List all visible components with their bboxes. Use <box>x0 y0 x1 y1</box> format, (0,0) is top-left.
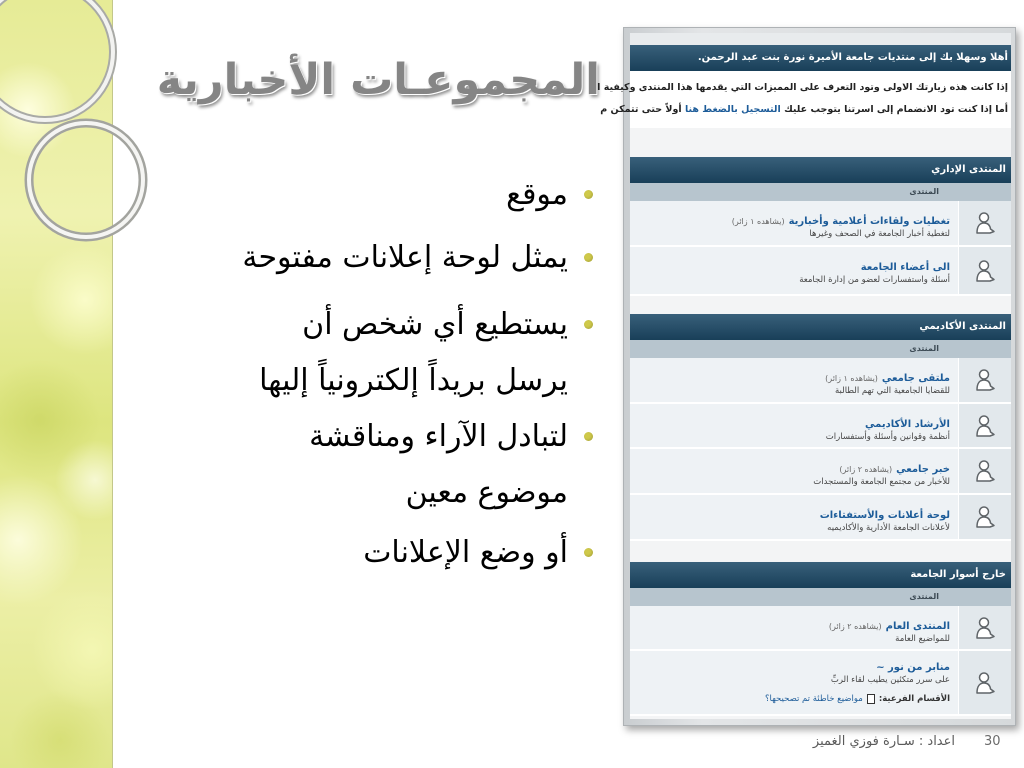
forum-row <box>630 651 1011 716</box>
decorative-ring-top <box>0 0 113 120</box>
forum-row <box>630 449 1011 495</box>
decorative-rings <box>0 0 170 260</box>
forum-icon <box>974 211 996 235</box>
forum-category-header: المنتدى الإداري <box>630 157 1011 183</box>
forum-viewers: (يشاهده ١ زائر) <box>731 217 785 226</box>
forum-title-line <box>630 616 950 631</box>
bullet-dot <box>584 320 593 329</box>
forum-welcome-header: أهلا وسهلا بك إلى منتديات جامعة الأميرة نورة بنت عبد الرحمن. <box>630 45 1011 71</box>
document-icon <box>867 694 875 704</box>
forum-title: تغطيات ولقاءات أعلامية وأخبارية <box>788 216 950 227</box>
forum-title: خبر جامعي <box>896 464 950 475</box>
bullet-item <box>242 230 568 286</box>
forum-description: لأعلانات الجامعة الأدارية والأكاديميه <box>827 523 950 533</box>
forum-icon <box>974 414 996 438</box>
forum-info <box>630 247 958 294</box>
bullet-dot <box>584 253 593 262</box>
forum-icon-cell <box>958 201 1011 245</box>
forum-info <box>630 606 958 649</box>
bullet-item <box>259 297 568 409</box>
forum-viewers: (يشاهده ٢ زائر) <box>828 622 882 631</box>
forum-viewers: (يشاهده ١ زائر) <box>825 374 878 383</box>
forum-info <box>630 651 958 714</box>
forum-spacer <box>630 296 1011 314</box>
forum-viewers: (يشاهده ٢ زائر) <box>839 465 893 474</box>
forum-description: للمواضيع العامة <box>895 634 950 644</box>
forum-row <box>630 495 1011 541</box>
forum-icon-cell <box>958 358 1011 402</box>
forum-icon-cell <box>958 247 1011 294</box>
forum-title: لوحة أعلانات والأستفتاءات <box>819 510 950 521</box>
forum-info <box>630 449 958 493</box>
bullet-text: لتبادل الآراء ومناقشة <box>309 419 568 454</box>
forum-title-line <box>630 657 950 672</box>
bullet-dot <box>584 190 593 199</box>
subforum-link: مواضيع خاطئة تم تصحيحها؟ <box>765 694 863 704</box>
forum-subforums <box>630 688 950 710</box>
forum-column-header: المنتدى <box>630 183 1011 201</box>
forum-column-header: المنتدى <box>630 340 1011 358</box>
forum-description: لتغطية أخبار الجامعة في الصحف وغيرها <box>809 229 950 239</box>
forum-icon <box>974 505 996 529</box>
forum-title-line <box>630 459 950 474</box>
forum-row <box>630 201 1011 247</box>
bullet-text: يرسل بريداً إلكترونياً إليها <box>259 363 568 398</box>
forum-title: الى أعضاء الجامعة <box>860 262 950 273</box>
forum-title: المنتدى العام <box>885 621 950 632</box>
bullet-text: موقع <box>506 177 568 212</box>
forum-icon <box>974 671 996 695</box>
bullet-text: يمثل لوحة إعلانات مفتوحة <box>242 240 568 275</box>
forum-title-line <box>630 414 950 429</box>
forum-description: على سرر متكئين يطيب لقاء الربِّ <box>830 675 950 685</box>
forum-row <box>630 247 1011 296</box>
forum-register-link: التسجيل بالضغط هنا <box>684 104 781 115</box>
bullet-dot <box>584 548 593 557</box>
forum-title: الأرشاد الأكاديمي <box>865 419 950 430</box>
forum-icon-cell <box>958 495 1011 539</box>
forum-notice-line: إذا كانت هذه زيارتك الاولى وتود التعرف على المميزات التي يقدمها هذا المنتدى وكيفية ا <box>597 82 1008 93</box>
forum-info <box>630 358 958 402</box>
page-number: 30 <box>984 734 1001 749</box>
forum-title-line <box>630 505 950 520</box>
forum-title-line <box>630 211 950 226</box>
forum-notice-line <box>600 99 1011 121</box>
bullet-item <box>363 525 568 581</box>
forum-notice-text: أولاً حتى تتمكن م <box>600 104 682 115</box>
bullet-text: أو وضع الإعلانات <box>363 535 568 570</box>
forum-info <box>630 495 958 539</box>
forum-icon-cell <box>958 651 1011 714</box>
subforums-label: الأقسام الفرعية: <box>878 694 950 704</box>
forum-info <box>630 201 958 245</box>
footer-author: اعداد : سـارة فوزي الغميز <box>812 734 955 749</box>
forum-icon <box>974 616 996 640</box>
bullet-text: موضوع معين <box>405 475 568 510</box>
bullet-dot <box>584 432 593 441</box>
slide-title: المجموعـات الأخبارية <box>156 55 600 105</box>
forum-icon <box>974 459 996 483</box>
forum-icon-cell <box>958 404 1011 447</box>
forum-description: للأخبار من مجتمع الجامعة والمستجدات <box>813 477 950 487</box>
forum-description: للقضايا الجامعية التي تهم الطالبة <box>835 386 950 396</box>
forum-row <box>630 606 1011 651</box>
forum-row <box>630 404 1011 449</box>
forum-category-header: خارج أسوار الجامعة <box>630 562 1011 588</box>
forum-spacer <box>630 541 1011 562</box>
forum-icon <box>974 368 996 392</box>
forum-title: ملتقى جامعي <box>881 373 950 384</box>
decorative-ring-lower <box>29 123 143 237</box>
forum-icon-cell <box>958 606 1011 649</box>
forum-row <box>630 358 1011 404</box>
forum-title-line <box>630 257 950 272</box>
forum-title-line <box>630 368 950 383</box>
forum-description: أسئلة واستفسارات لعضو من إدارة الجامعة <box>799 275 950 285</box>
bullet-item <box>309 409 568 521</box>
forum-icon <box>974 259 996 283</box>
bullet-item <box>506 167 568 223</box>
forum-column-header: المنتدى <box>630 588 1011 606</box>
forum-screenshot-content <box>597 33 1011 719</box>
forum-category-header: المنتدى الأكاديمي <box>630 314 1011 340</box>
bullet-text: يستطيع أي شخص أن <box>302 307 568 342</box>
forum-icon-cell <box>958 449 1011 493</box>
forum-screenshot <box>597 27 1016 726</box>
forum-spacer <box>630 128 1011 157</box>
forum-info <box>630 404 958 447</box>
forum-notice-text: أما إذا كنت تود الانضمام إلى اسرتنا يتوجب عليك <box>784 104 1008 115</box>
forum-description: أنظمة وقوانين وأسئلة وأستفسارات <box>825 432 950 442</box>
forum-top-edge <box>630 33 1011 45</box>
forum-title: منابر من نور ~ <box>876 662 950 673</box>
forum-notice <box>597 71 1011 128</box>
